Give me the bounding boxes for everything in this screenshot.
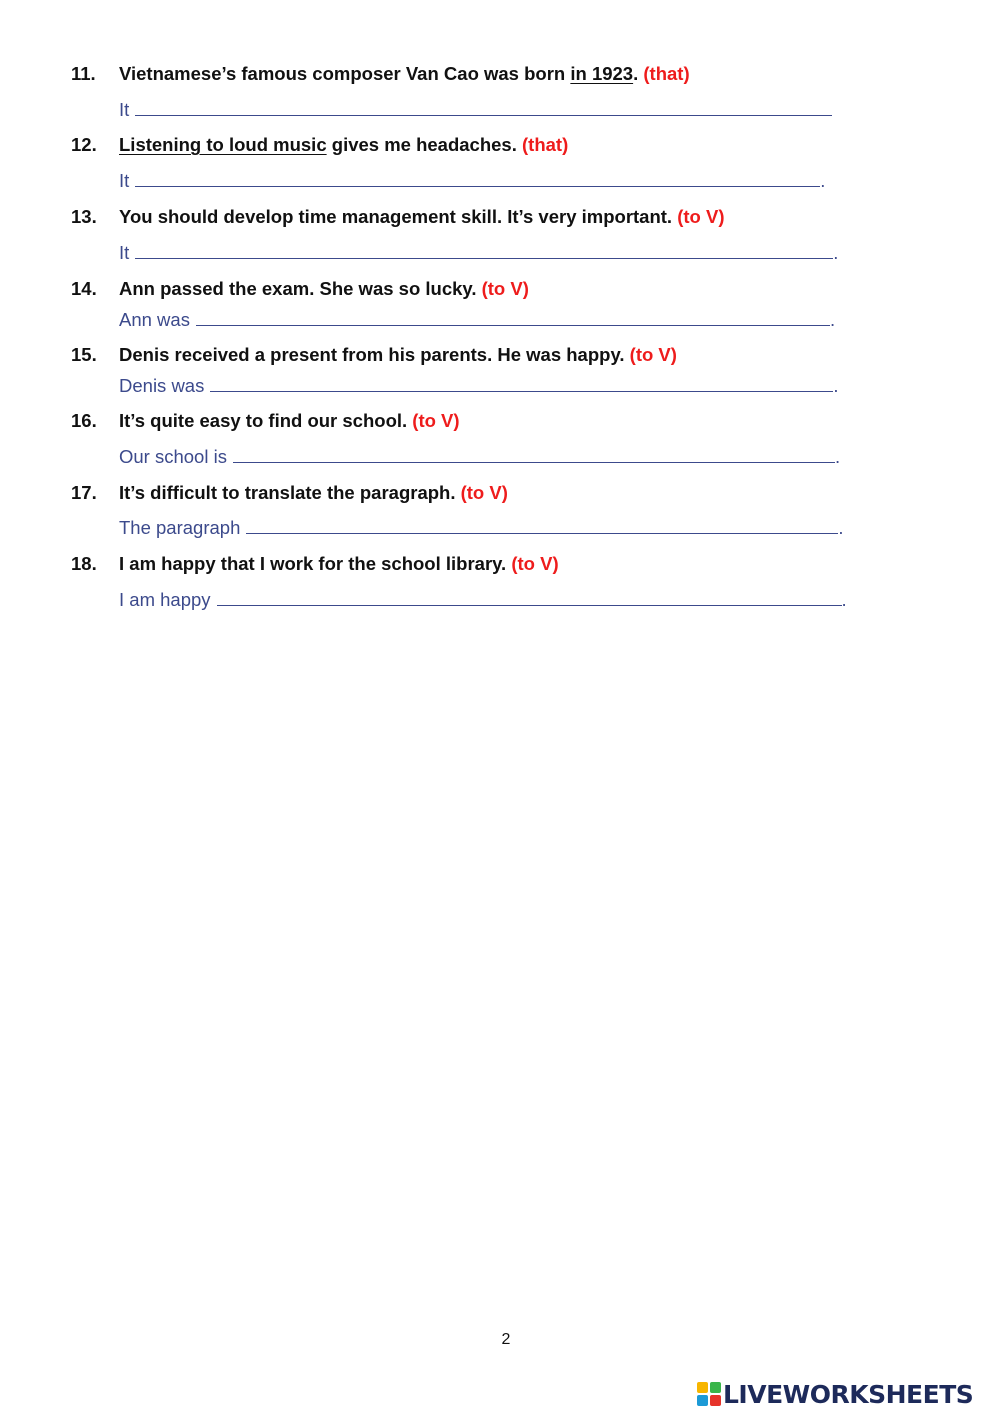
question-text: I am happy that I work for the school library. — [119, 553, 507, 574]
question-sentence — [119, 410, 460, 432]
question-text: You should develop time management skill. It’s very important. — [119, 206, 673, 227]
answer-end: . — [838, 517, 844, 538]
answer-blank[interactable] — [135, 99, 832, 116]
brand-name: LIVEWORKSHEETS — [723, 1379, 974, 1409]
answer-prefix: It — [119, 242, 130, 263]
question-text-end: gives me headaches. — [326, 134, 517, 155]
item-number: 14. — [71, 278, 97, 299]
structure-hint: (to V) — [629, 344, 677, 365]
answer-line — [119, 170, 825, 192]
answer-end: . — [833, 375, 839, 396]
item-number: 17. — [71, 482, 97, 503]
item-number: 16. — [71, 410, 97, 431]
liveworksheets-logo — [697, 1377, 973, 1411]
structure-hint: (to V) — [460, 482, 508, 503]
structure-hint: (that) — [522, 134, 569, 155]
answer-prefix: The paragraph — [119, 517, 241, 538]
underlined-phrase: in 1923 — [570, 63, 634, 84]
answer-blank[interactable] — [210, 375, 833, 392]
item-number: 18. — [71, 553, 97, 574]
answer-line — [119, 517, 844, 539]
answer-line — [119, 242, 838, 264]
structure-hint: (to V) — [677, 206, 725, 227]
liveworksheets-logo-icon — [697, 1382, 721, 1406]
answer-blank[interactable] — [196, 309, 830, 326]
structure-hint: (that) — [643, 63, 690, 84]
item-number: 11. — [71, 63, 96, 84]
question-sentence — [119, 344, 677, 366]
answer-blank[interactable] — [135, 242, 833, 259]
question-text: It’s difficult to translate the paragraph. — [119, 482, 456, 503]
question-sentence — [119, 553, 559, 575]
question-sentence — [119, 482, 508, 504]
answer-line — [119, 99, 832, 121]
structure-hint: (to V) — [481, 278, 529, 299]
question-text-end: . — [633, 63, 639, 84]
question-text: Vietnamese’s famous composer Van Cao was born — [119, 63, 571, 84]
answer-line — [119, 375, 838, 397]
structure-hint: (to V) — [511, 553, 559, 574]
question-sentence — [119, 63, 690, 85]
answer-prefix: It — [119, 170, 130, 191]
item-number: 13. — [71, 206, 97, 227]
item-number: 15. — [71, 344, 97, 365]
answer-end: . — [833, 242, 839, 263]
question-sentence — [119, 134, 568, 156]
structure-hint: (to V) — [412, 410, 460, 431]
question-text: It’s quite easy to find our school. — [119, 410, 408, 431]
answer-line — [119, 589, 847, 611]
answer-end: . — [841, 589, 847, 610]
answer-blank[interactable] — [217, 589, 842, 606]
answer-prefix: I am happy — [119, 589, 211, 610]
answer-end: . — [834, 446, 841, 467]
question-sentence — [119, 278, 529, 300]
answer-prefix: Ann was — [119, 309, 190, 330]
answer-end: . — [829, 309, 836, 330]
answer-line — [119, 309, 835, 331]
answer-blank[interactable] — [135, 170, 820, 187]
question-text: Ann passed the exam. She was so lucky. — [119, 278, 477, 299]
item-number: 12. — [71, 134, 97, 155]
answer-prefix: Our school is — [119, 446, 227, 467]
question-text: Denis received a present from his parents. He was happy. — [119, 344, 625, 365]
answer-end: . — [820, 170, 826, 191]
question-sentence — [119, 206, 724, 228]
page-number: 2 — [501, 1331, 511, 1348]
underlined-phrase: Listening to loud music — [119, 134, 327, 155]
answer-prefix: It — [119, 99, 130, 120]
answer-blank[interactable] — [233, 446, 835, 463]
answer-prefix: Denis was — [119, 375, 205, 396]
answer-line — [119, 446, 840, 468]
answer-blank[interactable] — [246, 517, 838, 534]
